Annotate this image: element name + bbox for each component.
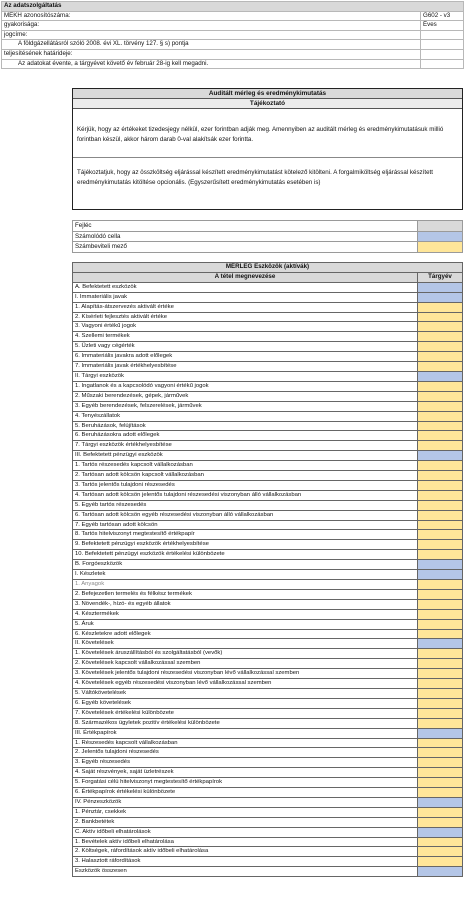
item-label: 3. Egyéb berendezések, felszerelések, járművek <box>73 401 418 411</box>
item-label: 8. Származékos ügyletek pozitív értékelési különbözete <box>73 718 418 728</box>
item-label: 6. Immateriális javakra adott előlegek <box>73 352 418 362</box>
item-label: 1. Pénztár, csekkek <box>73 807 418 817</box>
table-row <box>73 669 463 679</box>
legend-header-swatch <box>418 221 463 232</box>
table-row <box>73 649 463 659</box>
item-label: 1. Tartós részesedés kapcsolt vállalkozásban <box>73 461 418 471</box>
info-box <box>72 88 463 210</box>
item-label: 2. Tartósan adott kölcsön kapcsolt vállalkozásban <box>73 471 418 481</box>
value-input-cell[interactable] <box>418 322 463 332</box>
value-input-cell[interactable] <box>418 540 463 550</box>
table-row <box>73 362 463 372</box>
legal-basis-text: A földgázellátásról szóló 2008. évi XL. törvény 127. § s) pontja <box>2 40 421 50</box>
item-label: 4. Saját részvények, saját üzletrészek <box>73 768 418 778</box>
table-row <box>73 560 463 570</box>
value-input-cell[interactable] <box>418 431 463 441</box>
value-input-cell[interactable] <box>418 718 463 728</box>
item-label: 6. Értékpapírok értékelési különbözete <box>73 788 418 798</box>
value-input-cell[interactable] <box>418 520 463 530</box>
table-row <box>73 342 463 352</box>
table-row <box>73 322 463 332</box>
table-row <box>73 500 463 510</box>
table-row <box>73 580 463 590</box>
value-computed-cell <box>418 639 463 649</box>
mekh-id-label: MEKH azonosítószáma: <box>2 11 421 21</box>
value-input-cell[interactable] <box>418 847 463 857</box>
item-label: 4. Késztermékek <box>73 609 418 619</box>
table-row <box>73 570 463 580</box>
value-input-cell[interactable] <box>418 788 463 798</box>
item-label: 3. Növendék-, hízó- és egyéb állatok <box>73 599 418 609</box>
value-input-cell[interactable] <box>418 411 463 421</box>
value-input-cell[interactable] <box>418 768 463 778</box>
value-input-cell[interactable] <box>418 500 463 510</box>
table-row <box>73 857 463 867</box>
value-input-cell[interactable] <box>418 490 463 500</box>
value-input-cell[interactable] <box>418 421 463 431</box>
value-input-cell[interactable] <box>418 619 463 629</box>
value-input-cell[interactable] <box>418 401 463 411</box>
item-label: 6. Beruházásokra adott előlegek <box>73 431 418 441</box>
table-row <box>73 788 463 798</box>
value-input-cell[interactable] <box>418 480 463 490</box>
item-label: 3. Halasztott ráfordítások <box>73 857 418 867</box>
color-legend <box>72 220 463 253</box>
item-label: 5. Áruk <box>73 619 418 629</box>
value-input-cell[interactable] <box>418 471 463 481</box>
table-row <box>73 401 463 411</box>
info-title: Auditált mérleg és eredménykimutatás <box>73 89 462 99</box>
value-input-cell[interactable] <box>418 857 463 867</box>
table-row <box>73 332 463 342</box>
legend-computed-swatch <box>418 231 463 242</box>
item-label: 1. Követelések áruszállításból és szolgáltatásból (vevők) <box>73 649 418 659</box>
item-label: 3. Vagyoni értékű jogok <box>73 322 418 332</box>
item-label: 5. Forgatási célú hitelviszonyt megtestesítő értékpapírok <box>73 778 418 788</box>
table-row <box>73 510 463 520</box>
submission-info-title: Az adatszolgáltatás <box>2 2 464 12</box>
deadline-label: teljesítésének határideje: <box>2 49 421 59</box>
table-row <box>73 698 463 708</box>
table-row <box>73 431 463 441</box>
value-input-cell[interactable] <box>418 778 463 788</box>
table-row <box>73 461 463 471</box>
balance-sheet-title: MÉRLEG Eszközök (aktívák) <box>73 263 463 273</box>
table-row <box>73 619 463 629</box>
value-input-cell[interactable] <box>418 817 463 827</box>
table-row <box>73 639 463 649</box>
item-label: 2. Befejezetlen termelés és félkész termékek <box>73 589 418 599</box>
item-label: 1. Részesedés kapcsolt vállalkozásban <box>73 738 418 748</box>
table-row <box>73 629 463 639</box>
value-input-cell[interactable] <box>418 461 463 471</box>
table-row <box>73 312 463 322</box>
value-computed-cell <box>418 371 463 381</box>
table-row <box>73 471 463 481</box>
item-label: 5. Váltókövetelések <box>73 688 418 698</box>
table-row <box>73 867 463 877</box>
item-label: 5. Beruházások, felújítások <box>73 421 418 431</box>
item-label: II. Követelések <box>73 639 418 649</box>
item-label: 4. Tartósan adott kölcsön jelentős tulajdoni részesedési viszonyban álló vállalkozásban <box>73 490 418 500</box>
value-input-cell[interactable] <box>418 748 463 758</box>
table-row <box>73 480 463 490</box>
table-row <box>73 837 463 847</box>
value-computed-cell <box>418 728 463 738</box>
legend-input-swatch <box>418 242 463 253</box>
item-name-header: A tétel megnevezése <box>73 272 418 282</box>
table-row <box>73 688 463 698</box>
legend-computed-label: Számolódó cella <box>73 231 418 242</box>
item-label: 4. Követelések egyéb részesedési viszonyban lévő vállalkozással szemben <box>73 679 418 689</box>
value-input-cell[interactable] <box>418 837 463 847</box>
value-input-cell[interactable] <box>418 629 463 639</box>
table-row <box>73 391 463 401</box>
item-label: 3. Egyéb részesedés <box>73 758 418 768</box>
value-input-cell[interactable] <box>418 381 463 391</box>
item-label: I. Immateriális javak <box>73 292 418 302</box>
item-label: 6. Egyéb követelések <box>73 698 418 708</box>
value-input-cell[interactable] <box>418 510 463 520</box>
table-row <box>73 738 463 748</box>
item-label: 2. Költségek, ráfordítások aktív időbeli elhatárolása <box>73 847 418 857</box>
deadline-text: Az adatokat évente, a tárgyévet követő év február 28-ig kell megadni. <box>2 59 421 69</box>
legend-header-label: Fejléc <box>73 221 418 232</box>
value-input-cell[interactable] <box>418 708 463 718</box>
value-input-cell[interactable] <box>418 649 463 659</box>
value-input-cell[interactable] <box>418 669 463 679</box>
item-label: 1. Ingatlanok és a kapcsolódó vagyoni értékű jogok <box>73 381 418 391</box>
item-label: 8. Tartós hitelviszonyt megtestesítő értékpapír <box>73 530 418 540</box>
value-input-cell[interactable] <box>418 659 463 669</box>
item-label: 10. Befektetett pénzügyi eszközök értékelési különbözete <box>73 550 418 560</box>
item-label: 5. Üzleti vagy cégérték <box>73 342 418 352</box>
frequency-value: Éves <box>421 21 464 31</box>
value-input-cell[interactable] <box>418 580 463 590</box>
value-input-cell[interactable] <box>418 589 463 599</box>
item-label: 4. Szellemi termékek <box>73 332 418 342</box>
submission-info-table <box>1 1 464 69</box>
table-row <box>73 371 463 381</box>
table-row <box>73 381 463 391</box>
table-row <box>73 718 463 728</box>
table-row <box>73 748 463 758</box>
item-label: III. Befektetett pénzügyi eszközök <box>73 451 418 461</box>
frequency-label: gyakorisága: <box>2 21 421 31</box>
value-input-cell[interactable] <box>418 352 463 362</box>
item-label: 1. Alapítás-átszervezés aktivált értéke <box>73 302 418 312</box>
table-row <box>73 827 463 837</box>
value-input-cell[interactable] <box>418 391 463 401</box>
value-input-cell[interactable] <box>418 441 463 451</box>
item-label: Eszközök összesen <box>73 867 418 877</box>
item-label: 2. Követelések kapcsolt vállalkozással szemben <box>73 659 418 669</box>
item-label: 4. Tenyészállatok <box>73 411 418 421</box>
item-label: 7. Egyéb tartósan adott kölcsön <box>73 520 418 530</box>
current-year-header: Tárgyév <box>418 272 463 282</box>
legend-input-label: Számbeviteli mező <box>73 242 418 253</box>
item-label: A. Befektetett eszközök <box>73 282 418 292</box>
item-label: 6. Tartósan adott kölcsön egyéb részesedési viszonyban álló vállalkozásban <box>73 510 418 520</box>
item-label: 1. Anyagok <box>73 580 418 590</box>
info-paragraph-2: Tájékoztatjuk, hogy az összköltség eljárással készített eredménykimutatást kötelező kitölteni. A forgalmiköltség eljárással készített eredménykimutatás kitöltése opcionális. (Egyszerűsített eredménykimutatás esetében is) <box>77 169 433 186</box>
value-computed-cell <box>418 570 463 580</box>
item-label: C. Aktív időbeli elhatárolások <box>73 827 418 837</box>
value-computed-cell <box>418 827 463 837</box>
mekh-id-value: G602 - v3 <box>421 11 464 21</box>
value-computed-cell <box>418 560 463 570</box>
item-label: B. Forgóeszközök <box>73 560 418 570</box>
table-row <box>73 807 463 817</box>
item-label: 2. Műszaki berendezések, gépek, járművek <box>73 391 418 401</box>
table-row <box>73 728 463 738</box>
value-input-cell[interactable] <box>418 679 463 689</box>
item-label: 7. Immateriális javak értékhelyesbítése <box>73 362 418 372</box>
table-row <box>73 302 463 312</box>
deadline-text-cell <box>421 59 464 69</box>
info-paragraph-1: Kérjük, hogy az értékeket tizedesjegy nélkül, ezer forintban adják meg. Amennyiben az auditált mérleg és eredménykimutatásuk millió forintban készül, akkor három darab 0-val alakítsák ezer forintta. <box>77 126 444 143</box>
item-label: 9. Befektetett pénzügyi eszközök értékhelyesbítése <box>73 540 418 550</box>
item-label: 1. Bevételek aktív időbeli elhatárolása <box>73 837 418 847</box>
table-row <box>73 679 463 689</box>
item-label: 7. Követelések értékelési különbözete <box>73 708 418 718</box>
value-input-cell[interactable] <box>418 302 463 312</box>
item-label: IV. Pénzeszközök <box>73 797 418 807</box>
table-row <box>73 659 463 669</box>
table-row <box>73 530 463 540</box>
value-computed-cell <box>418 282 463 292</box>
table-row <box>73 411 463 421</box>
table-row <box>73 490 463 500</box>
legal-basis-text-cell <box>421 40 464 50</box>
item-label: 6. Készletekre adott előlegek <box>73 629 418 639</box>
item-label: 2. Bankbetétek <box>73 817 418 827</box>
value-input-cell[interactable] <box>418 362 463 372</box>
value-input-cell[interactable] <box>418 738 463 748</box>
item-label: 2. Jelentős tulajdoni részesedés <box>73 748 418 758</box>
table-row <box>73 599 463 609</box>
balance-sheet-table <box>72 262 463 877</box>
table-row <box>73 292 463 302</box>
table-row <box>73 609 463 619</box>
table-row <box>73 589 463 599</box>
item-label: I. Készletek <box>73 570 418 580</box>
table-row <box>73 421 463 431</box>
item-label: 2. Kísérleti fejlesztés aktivált értéke <box>73 312 418 322</box>
legal-basis-label: jogcíme: <box>2 30 421 40</box>
table-row <box>73 797 463 807</box>
value-computed-cell <box>418 797 463 807</box>
value-input-cell[interactable] <box>418 688 463 698</box>
table-row <box>73 778 463 788</box>
table-row <box>73 768 463 778</box>
info-subtitle: Tájékoztató <box>73 99 462 109</box>
table-row <box>73 352 463 362</box>
value-input-cell[interactable] <box>418 332 463 342</box>
item-label: III. Értékpapírok <box>73 728 418 738</box>
table-row <box>73 550 463 560</box>
value-input-cell[interactable] <box>418 758 463 768</box>
table-row <box>73 451 463 461</box>
deadline-value <box>421 49 464 59</box>
balance-sheet-rows <box>73 282 463 876</box>
table-row <box>73 520 463 530</box>
table-row <box>73 282 463 292</box>
value-input-cell[interactable] <box>418 550 463 560</box>
table-row <box>73 758 463 768</box>
value-input-cell[interactable] <box>418 609 463 619</box>
value-input-cell[interactable] <box>418 312 463 322</box>
value-computed-cell <box>418 451 463 461</box>
value-input-cell[interactable] <box>418 342 463 352</box>
value-input-cell[interactable] <box>418 698 463 708</box>
item-label: 3. Tartós jelentős tulajdoni részesedés <box>73 480 418 490</box>
value-input-cell[interactable] <box>418 807 463 817</box>
table-row <box>73 540 463 550</box>
item-label: II. Tárgyi eszközök <box>73 371 418 381</box>
table-row <box>73 708 463 718</box>
value-computed-cell <box>418 867 463 877</box>
table-row <box>73 817 463 827</box>
table-row <box>73 847 463 857</box>
legal-basis-value <box>421 30 464 40</box>
table-row <box>73 441 463 451</box>
value-input-cell[interactable] <box>418 530 463 540</box>
item-label: 5. Egyéb tartós részesedés <box>73 500 418 510</box>
value-input-cell[interactable] <box>418 599 463 609</box>
value-computed-cell <box>418 292 463 302</box>
item-label: 7. Tárgyi eszközök értékhelyesbítése <box>73 441 418 451</box>
item-label: 3. Követelések jelentős tulajdoni részesedési viszonyban lévő vállalkozással szemben <box>73 669 418 679</box>
